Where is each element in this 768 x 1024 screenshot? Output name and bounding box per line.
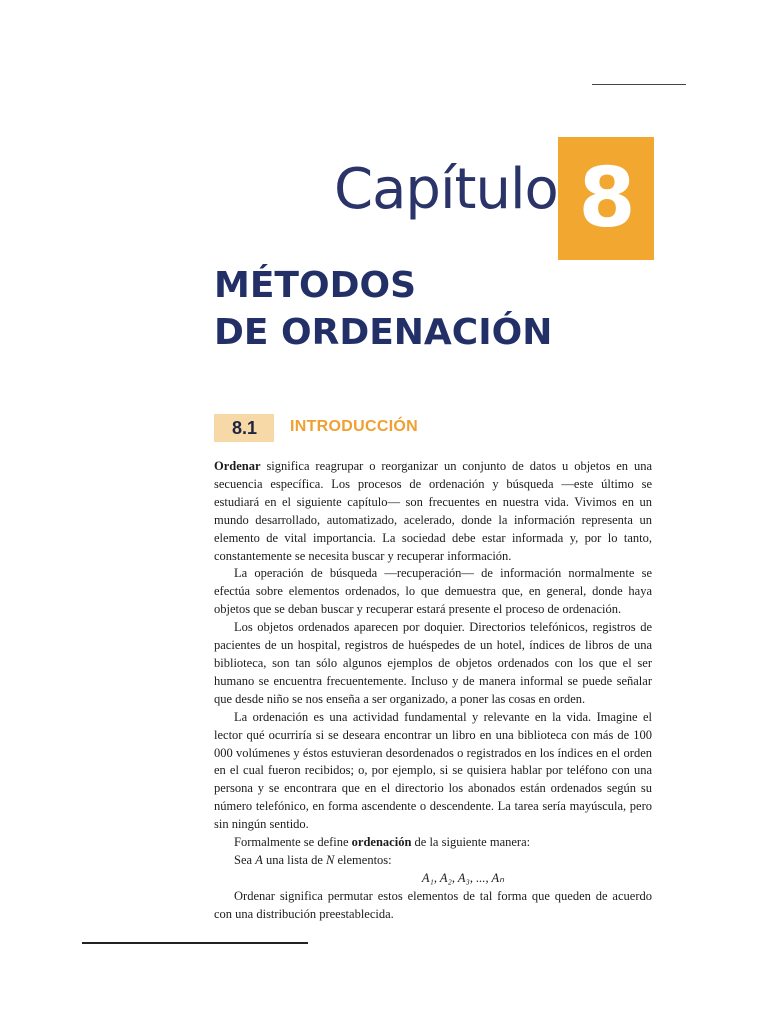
paragraph-6-mid: una lista de <box>262 852 327 867</box>
variable-a: A <box>255 852 263 867</box>
paragraph-7: Ordenar significa permutar estos elementos de tal forma que queden de acuerdo con una distribución preestablecida. <box>214 888 652 921</box>
body-text <box>214 458 652 924</box>
chapter-title <box>214 262 552 356</box>
paragraph-5-pre: Formalmente se define <box>234 835 352 850</box>
chapter-title-line-2: DE ORDENACIÓN <box>214 312 553 353</box>
chapter-title-line-1: MÉTODOS <box>214 265 416 306</box>
paragraph-2: La operación de búsqueda —recuperación— de información normalmente se efectúa sobre elementos ordenados, lo que demuestra que, en general, donde haya objetos que se deban buscar y recuperar estará presente el proceso de ordenación. <box>214 566 652 617</box>
chapter-number: 8 <box>578 150 636 246</box>
paragraph-4: La ordenación es una actividad fundamental y relevante en la vida. Imagine el lector qué ocurriría si se deseara encontrar un libro en una biblioteca con más de 100 000 volúmenes y éstos estuvieran desordenados o registrados en los índices en el orden en el cual fueron recibidos; o, por ejemplo, si se quisiera hablar por teléfono con una persona y se encontrara que en el directorio los abonados están ordenados según su número telefónico, en forma ascendente o descendente. La tarea sería mayúscula, pero sin ningún sentido. <box>214 709 652 832</box>
term-ordenacion: ordenación <box>351 835 412 850</box>
top-rule <box>592 84 686 85</box>
paragraph-6 <box>214 852 652 870</box>
term-ordenar: Ordenar <box>214 459 261 473</box>
variable-n: N <box>326 852 335 867</box>
paragraph-6-pre: Sea <box>234 852 256 867</box>
paragraph-1 <box>214 458 652 565</box>
formula-sequence: A₁, A₂, A₃, ..., Aₙ <box>421 870 505 885</box>
bottom-rule <box>82 942 308 944</box>
paragraph-1-text: significa reagrupar o reorganizar un conjunto de datos u objetos en una secuencia específica. Los procesos de ordenación y búsqueda —este último se estudiará en el siguiente capítulo— son frecuentes en nuestra vida. Vivimos en un mundo desarrollado, automatizado, acelerado, donde la información representa un elemento de vital importancia. La sociedad debe estar informada y, por lo tanto, constantemente se necesita buscar y recuperar información. <box>214 459 652 563</box>
chapter-label: Capítulo <box>334 157 558 222</box>
paragraph-5 <box>214 834 652 852</box>
paragraph-3: Los objetos ordenados aparecen por doquier. Directorios telefónicos, registros de pacientes de un hospital, registros de huéspedes de un hotel, índices de libros de una biblioteca, son tan sólo algunos ejemplos de objetos ordenados con los que el ser humano se encuentra frecuentemente. Incluso y de manera informal se puede señalar que desde niño se nos enseña a ser organizado, a poner las cosas en orden. <box>214 620 652 706</box>
paragraph-6-post: elementos: <box>334 852 392 867</box>
section-number: 8.1 <box>214 414 274 442</box>
chapter-number-badge <box>558 137 654 260</box>
paragraph-5-post: de la siguiente manera: <box>411 835 531 850</box>
section-title: INTRODUCCIÓN <box>290 418 419 435</box>
